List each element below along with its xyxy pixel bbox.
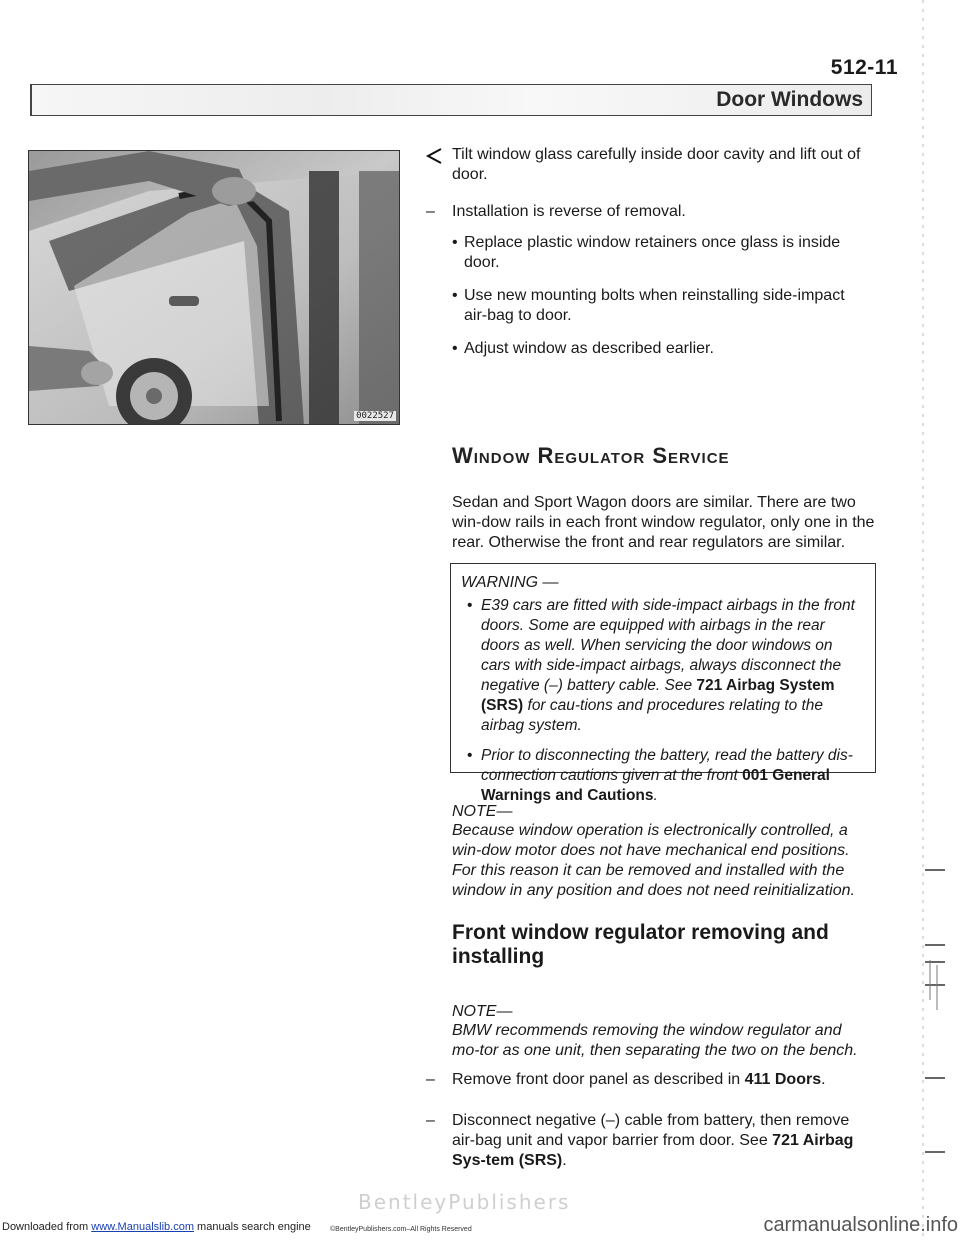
step-disconnect-text (452, 1111, 872, 1171)
section-intro: Sedan and Sport Wagon doors are similar. There are two win-dow rails in each front window regulator, only one in the rear. Otherwise the front and rear regulators are similar. (452, 494, 875, 551)
install-bullet: • Use new mounting bolts when reinstalling side-impact air-bag to door. (452, 286, 872, 326)
section-heading: Window Regulator Service (452, 443, 730, 468)
photo-illustration (29, 151, 400, 425)
step-text: . (821, 1071, 826, 1088)
warning-item-text: E39 cars are fitted with side-impact airbags in the front doors. Some are equipped with airbags in the rear doors as well. When servicing the door windows on cars with side-impact airbags, always disconnect the negative (–) battery cable. See (481, 597, 855, 694)
note-label: NOTE— (452, 803, 513, 820)
copyright-notice: ©BentleyPublishers.com–All Rights Reserved (330, 1226, 472, 1233)
warning-box (450, 563, 876, 804)
door-window-photo (28, 150, 400, 425)
warning-item-text: . (653, 787, 658, 804)
warning-item (461, 596, 865, 736)
margin-scan-marks (905, 0, 960, 1242)
page-number: 512-11 (830, 56, 898, 79)
note-block (452, 1003, 872, 1061)
step-tilt-glass: Tilt window glass carefully inside door cavity and lift out of door. (452, 146, 861, 183)
note-text: BMW recommends removing the window regulator and mo-tor as one unit, then separating the two on the bench. (452, 1022, 858, 1059)
section-header-bar (30, 84, 872, 116)
download-credit (2, 1221, 311, 1233)
manualslib-link[interactable]: www.Manualslib.com (91, 1221, 194, 1233)
warning-item-text: Prior to disconnecting the battery, read the battery dis-connection cautions given at the front (481, 747, 853, 784)
subsection-heading: Front window regulator removing and installing (452, 921, 829, 968)
credit-text: Downloaded from (2, 1221, 92, 1233)
credit-text: manuals search engine (193, 1221, 311, 1233)
publisher-watermark: BentleyPublishers (358, 1190, 571, 1214)
warning-reference: 001 General Warnings and Cautions (481, 767, 830, 804)
warning-item-text: for cau-tions and procedures relating to the airbag system. (481, 697, 824, 734)
install-bullet: • Adjust window as described earlier. (452, 339, 872, 359)
dash-marker: – (426, 1071, 435, 1088)
step-reference: 411 Doors (744, 1071, 822, 1088)
site-watermark: carmanualsonline.info (763, 1214, 958, 1236)
warning-title: WARNING — (461, 574, 559, 591)
warning-item (461, 746, 865, 806)
step-remove-panel-text (452, 1070, 872, 1090)
step-text: Remove front door panel as described in (452, 1071, 745, 1088)
note-label: NOTE— (452, 1003, 513, 1020)
install-bullet: • Replace plastic window retainers once glass is inside door. (452, 233, 872, 273)
install-bullet-list (452, 233, 872, 372)
note-block (452, 803, 872, 901)
dash-marker: – (426, 1112, 435, 1129)
step-text: . (562, 1152, 567, 1169)
step-reference: 721 Airbag Sys-tem (SRS) (452, 1132, 854, 1169)
dash-marker: – (426, 203, 435, 220)
left-arrow-icon (424, 146, 444, 166)
section-title: Door Windows (716, 88, 863, 111)
photo-code: 0022527 (356, 411, 394, 421)
warning-reference: 721 Airbag System (SRS) (481, 677, 835, 714)
note-text: Because window operation is electronically controlled, a win-dow motor does not have mechanical end positions. For this reason it can be removed and installed with the window in any position and does not need reinitialization. (452, 822, 855, 899)
warning-list (461, 596, 865, 806)
step-text: Disconnect negative (–) cable from battery, then remove air-bag unit and vapor barrier from door. See (452, 1112, 850, 1149)
step-installation-text: Installation is reverse of removal. (452, 203, 686, 220)
